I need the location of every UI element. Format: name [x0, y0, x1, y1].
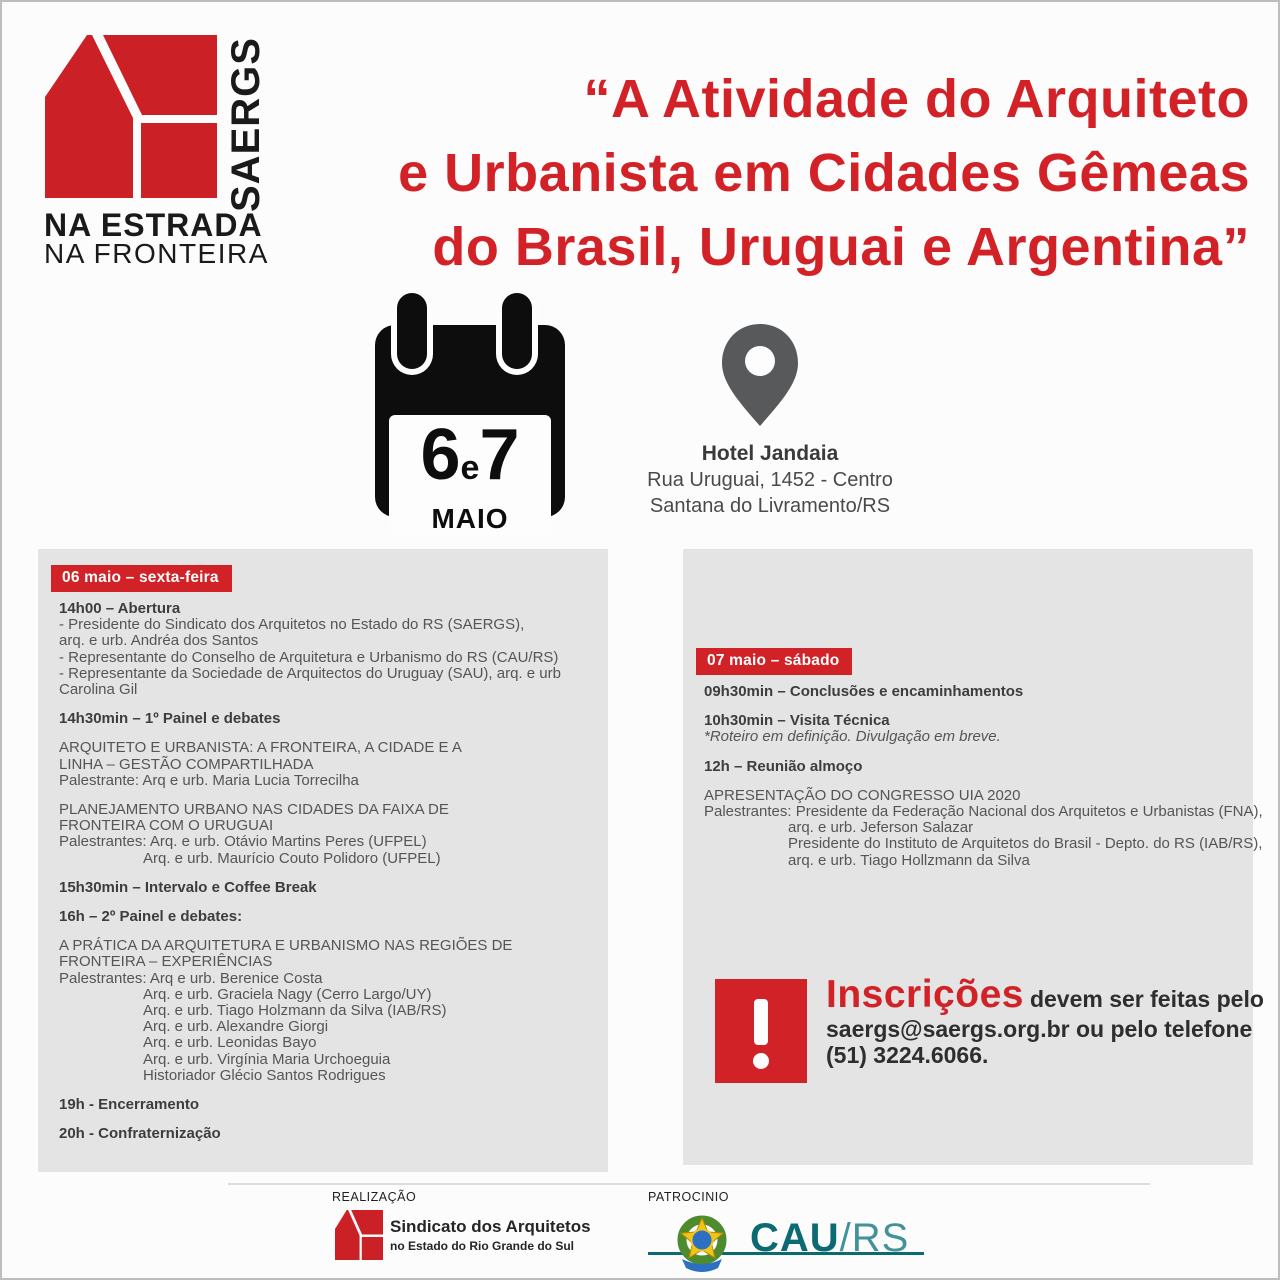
schedule-line: 14h30min – 1º Painel e debates — [59, 710, 281, 728]
venue-name: Hotel Jandaia — [701, 442, 839, 465]
calendar-date — [389, 415, 551, 535]
schedule-line: APRESENTAÇÃO DO CONGRESSO UIA 2020 — [704, 786, 1021, 804]
schedule-line: 14h00 – Abertura — [59, 600, 181, 617]
schedule-line: Palestrante: Arq e urb. Maria Lucia Torrecilha — [59, 771, 359, 789]
event-day-1: 6 — [420, 415, 461, 495]
schedule-line: 09h30min – Conclusões e encaminhamentos — [704, 683, 1024, 700]
location-pin-icon — [718, 322, 802, 428]
event-title — [290, 62, 1250, 284]
realizacao-label: REALIZAÇÃO — [332, 1190, 417, 1204]
schedule-line: Arq. e urb. Alexandre Giorgi — [143, 1018, 329, 1036]
title-line-2: e Urbanista em Cidades Gêmeas — [398, 143, 1250, 203]
inscriptions-title: Inscrições — [826, 973, 1024, 1016]
schedule-line: LINHA – GESTÃO COMPARTILHADA — [59, 755, 314, 773]
patrocinio-label: PATROCINIO — [648, 1190, 729, 1204]
venue-city: Santana do Livramento/RS — [649, 495, 891, 517]
event-month: MAIO — [431, 503, 509, 534]
inscriptions-block — [826, 973, 1264, 1068]
schedule-line: Palestrantes: Presidente da Federação Nacional dos Arquitetos e Urbanistas (FNA), — [704, 803, 1263, 821]
sindicato-name: Sindicato dos Arquitetos — [390, 1217, 591, 1236]
schedule-line: - Representante do Conselho de Arquitetura e Urbanismo do RS (CAU/RS) — [59, 648, 559, 666]
schedule-line: arq. e urb. Andréa dos Santos — [59, 632, 259, 650]
schedule-line: A PRÁTICA DA ARQUITETURA E URBANISMO NAS REGIÕES DE — [59, 937, 513, 955]
schedule-line: *Roteiro em definição. Divulgação em breve. — [704, 728, 1001, 746]
logo-tagline-na-fronteira: NA FRONTEIRA — [44, 238, 269, 269]
inscriptions-email-line: saergs@saergs.org.br ou pelo telefone — [826, 1016, 1253, 1042]
saergs-wordmark: SAERGS — [224, 37, 268, 212]
calendar-icon — [375, 293, 565, 534]
schedule-line: Palestrantes: Arq. e urb. Otávio Martins Peres (UFPEL) — [59, 833, 427, 851]
calendar-ring-left — [397, 293, 427, 369]
schedule-line: Historiador Glécio Santos Rodrigues — [143, 1066, 386, 1084]
schedule-panel-day2 — [683, 549, 1264, 1165]
schedule-line: Arq. e urb. Virgínia Maria Urchoeguia — [143, 1050, 391, 1068]
day1-badge: 06 maio – sexta-feira — [51, 565, 232, 592]
schedule-line: PLANEJAMENTO URBANO NAS CIDADES DA FAIXA DE — [59, 801, 449, 819]
inscriptions-phone-line: (51) 3224.6066. — [826, 1041, 989, 1068]
schedule-line: FRONTEIRA – EXPERIÊNCIAS — [59, 953, 273, 971]
schedule-line: 20h - Confraternização — [59, 1125, 221, 1143]
schedule-line: FRONTEIRA COM O URUGUAI — [59, 817, 274, 835]
schedule-line: Presidente do Instituto de Arquitetos do Brasil - Depto. do RS (IAB/RS), — [788, 835, 1263, 853]
date-connector: e — [460, 449, 480, 487]
saergs-house-icon — [45, 35, 217, 198]
schedule-line: ARQUITETO E URBANISTA: A FRONTEIRA, A CIDADE E A — [59, 739, 462, 757]
schedule-line: arq. e urb. Tiago Hollzmann da Silva — [788, 851, 1030, 869]
schedule-line: Arq. e urb. Leonidas Bayo — [143, 1034, 317, 1052]
sindicato-house-icon — [335, 1210, 383, 1260]
footer-divider — [228, 1183, 1150, 1185]
cau-acronym: CAU — [750, 1216, 840, 1260]
brazil-coat-of-arms-icon — [670, 1212, 734, 1276]
calendar-ring-right — [502, 293, 532, 369]
venue-address: Rua Uruguai, 1452 - Centro — [647, 469, 893, 491]
schedule-line: Arq. e urb. Maurício Couto Polidoro (UFPEL) — [143, 849, 441, 867]
day2-schedule — [704, 683, 1263, 869]
schedule-line: Arq. e urb. Tiago Holzmann da Silva (IAB/RS) — [143, 1002, 447, 1020]
schedule-line: 10h30min – Visita Técnica — [704, 712, 890, 730]
schedule-line: 12h – Reunião almoço — [704, 757, 863, 775]
cau-suffix: /RS — [839, 1216, 910, 1260]
event-day-2: 7 — [479, 415, 520, 495]
sindicato-subtitle: no Estado do Rio Grande do Sul — [390, 1239, 575, 1253]
title-line-1: “A Atividade do Arquiteto — [583, 69, 1250, 129]
exclamation-icon — [715, 979, 807, 1083]
schedule-line: 16h – 2º Painel e debates: — [59, 908, 243, 926]
sindicato-wordmark — [390, 1216, 591, 1254]
schedule-line: 15h30min – Intervalo e Coffee Break — [59, 878, 317, 896]
day1-schedule — [59, 601, 604, 1142]
schedule-line: Arq. e urb. Graciela Nagy (Cerro Largo/UY) — [143, 985, 432, 1003]
title-line-3: do Brasil, Uruguai e Argentina” — [432, 217, 1250, 277]
venue-block — [560, 440, 980, 519]
schedule-line: Carolina Gil — [59, 681, 138, 699]
schedule-line: - Presidente do Sindicato dos Arquitetos no Estado do RS (SAERGS), — [59, 616, 525, 634]
day2-badge: 07 maio – sábado — [696, 648, 852, 675]
logo-tagline-na-estrada: NA ESTRADA — [44, 207, 263, 243]
schedule-line: 19h - Encerramento — [59, 1096, 200, 1114]
cau-rs-wordmark — [750, 1216, 909, 1260]
schedule-line: - Representante da Sociedade de Arquitectos do Uruguay (SAU), arq. e urb — [59, 664, 561, 682]
schedule-line: Palestrantes: Arq e urb. Berenice Costa — [59, 969, 323, 987]
schedule-panel-day1 — [38, 549, 608, 1172]
schedule-line: arq. e urb. Jeferson Salazar — [788, 819, 974, 837]
inscriptions-tail: devem ser feitas pelo — [1029, 986, 1264, 1012]
